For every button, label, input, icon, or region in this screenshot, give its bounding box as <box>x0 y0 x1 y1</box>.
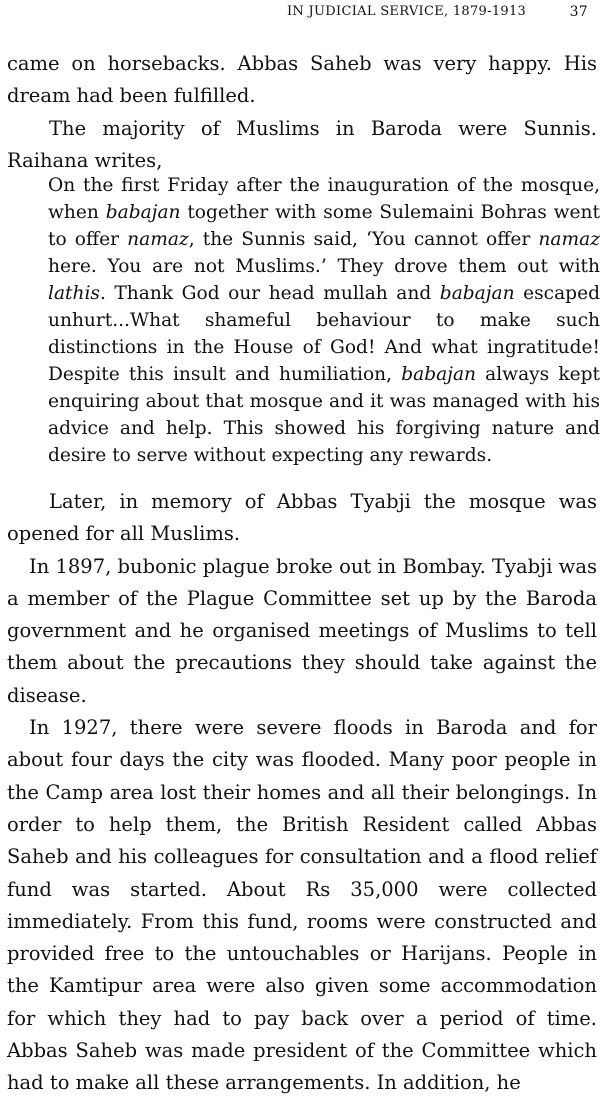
quote-text: , the Sunnis said, ‘You cannot offer <box>188 229 539 250</box>
quote-term-lathis: lathis <box>48 283 100 304</box>
quote-term-babajan: babajan <box>401 364 477 385</box>
block-quote <box>48 172 600 469</box>
page-header <box>0 4 600 22</box>
body-text-bottom <box>7 486 597 1100</box>
paragraph-continued: came on horsebacks. Abbas Saheb was very happy. His dream had been fulfilled. <box>7 52 597 108</box>
paragraph-mosque-opened: Later, in memory of Abbas Tyabji the mosque was opened for all Muslims. <box>7 490 597 546</box>
quote-text: together with some Sulemaini Bohras went to offer <box>48 202 600 250</box>
quote-term-babajan: babajan <box>105 202 181 223</box>
paragraph-floods: In 1927, there were severe floods in Baroda and for about four days the city was flooded. Many poor people in the Camp area lost their homes and all their belongings. In order to help them, the British Resident called Abbas Saheb and his colleagues for consultation and a flood relief fund was started. About Rs 35,000 were collected immediately. From this fund, rooms were constructed and provided free to the untouchables or Harijans. People in the Kamtipur area were also given some accommodation for which they had to pay back over a period of time. Abbas Saheb was made president of the Committee which had to make all these arrangements. In addition, he <box>7 716 597 1095</box>
quote-text: On the first Friday after the inauguration of the mosque, when <box>48 175 600 223</box>
paragraph-plague: In 1897, bubonic plague broke out in Bombay. Tyabji was a member of the Plague Committee set up by the Baroda government and he organised meetings of Muslims to tell them about the precautions they should take against the disease. <box>7 554 597 707</box>
page-number: 37 <box>569 4 588 20</box>
running-head: IN JUDICIAL SERVICE, 1879-1913 <box>287 4 527 19</box>
quote-text: escaped unhurt...What shameful behaviour to make such distinctions in the House of God! And what ingratitude! Despite this insult and humiliation, <box>48 283 600 385</box>
quote-paragraph <box>48 172 600 469</box>
quote-text: . Thank God our head mullah and <box>99 283 440 304</box>
body-text-top <box>7 48 597 177</box>
quote-text: here. You are not Muslims.’ They drove them out with <box>48 256 600 277</box>
quote-term-babajan: babajan <box>439 283 515 304</box>
quote-term-namaz: namaz <box>538 229 600 250</box>
paragraph-majority-sunnis: The majority of Muslims in Baroda were Sunnis. Raihana writes, <box>7 116 597 172</box>
quote-term-namaz: namaz <box>127 229 189 250</box>
quote-text: always kept enquiring about that mosque and it was managed with his advice and help. This showed his forgiving nature and desire to serve without expecting any rewards. <box>48 364 600 466</box>
